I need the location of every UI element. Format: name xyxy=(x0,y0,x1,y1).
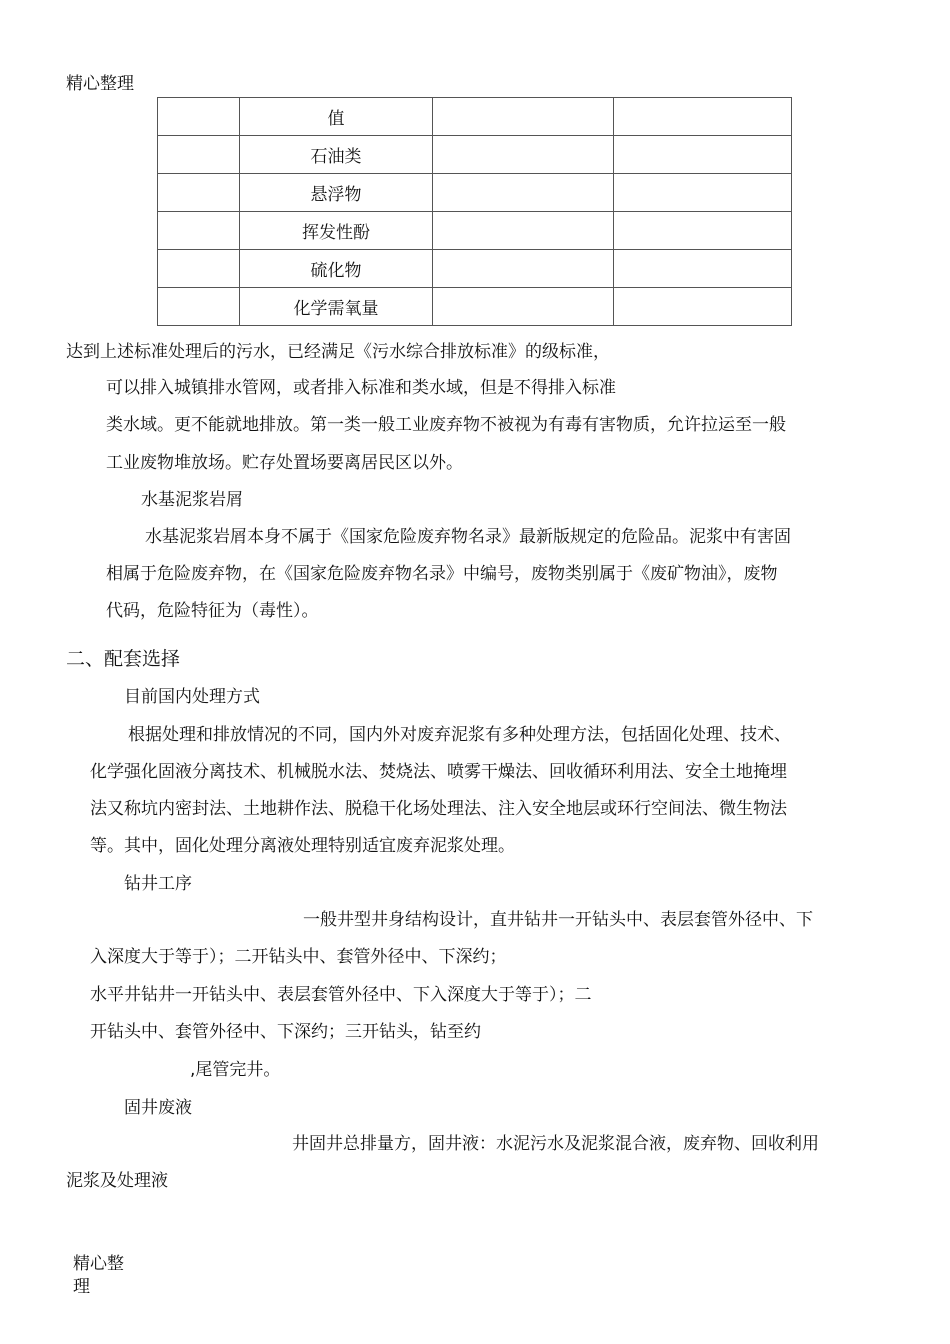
table-row xyxy=(158,212,792,250)
table-cell xyxy=(614,98,792,136)
table-cell xyxy=(433,288,614,326)
table-cell xyxy=(158,174,240,212)
subheading: 水基泥浆岩屑 xyxy=(141,490,243,510)
paragraph-line: 代码，危险特征为（毒性）。 xyxy=(106,601,319,621)
paragraph-line: 达到上述标准处理后的污水，已经满足《污水综合排放标准》的级标准， xyxy=(66,342,610,362)
page-footer-line: 精心整 xyxy=(73,1254,124,1274)
table-cell xyxy=(158,250,240,288)
table-row xyxy=(158,288,792,326)
paragraph-line: 入深度大于等于）；二开钻头中、套管外径中、下深约； xyxy=(90,947,507,967)
table-cell: 石油类 xyxy=(240,136,433,174)
table-cell: 化学需氧量 xyxy=(240,288,433,326)
page-header: 精心整理 xyxy=(66,74,134,94)
table-cell xyxy=(433,174,614,212)
table-row xyxy=(158,250,792,288)
table-cell xyxy=(614,136,792,174)
paragraph-line: 化学强化固液分离技术、机械脱水法、焚烧法、喷雾干燥法、回收循环利用法、安全土地掩埋 xyxy=(90,762,787,782)
table-cell: 悬浮物 xyxy=(240,174,433,212)
paragraph-line: 法又称坑内密封法、土地耕作法、脱稳干化场处理法、注入安全地层或环行空间法、微生物法 xyxy=(90,799,787,819)
paragraph-line: 等。其中，固化处理分离液处理特别适宜废弃泥浆处理。 xyxy=(90,836,515,856)
table-cell xyxy=(433,136,614,174)
table-cell xyxy=(614,212,792,250)
table-cell xyxy=(158,212,240,250)
paragraph-line: 开钻头中、套管外径中、下深约；三开钻头，钻至约 xyxy=(90,1022,481,1042)
table-cell: 值 xyxy=(240,98,433,136)
table-cell xyxy=(614,250,792,288)
table-row xyxy=(158,174,792,212)
paragraph-line: 相属于危险废弃物，在《国家危险废弃物名录》中编号，废物类别属于《废矿物油》，废物 xyxy=(106,564,778,584)
paragraph-line: 井固井总排量方，固井液：水泥污水及泥浆混合液，废弃物、回收利用 xyxy=(292,1134,819,1154)
table-cell xyxy=(158,288,240,326)
table-cell xyxy=(158,98,240,136)
standards-table xyxy=(157,97,792,326)
paragraph-line: ,尾管完井。 xyxy=(190,1060,281,1080)
table-cell: 挥发性酚 xyxy=(240,212,433,250)
paragraph-line: 可以排入城镇排水管网，或者排入标准和类水域，但是不得排入标准 xyxy=(106,378,616,398)
paragraph-line: 根据处理和排放情况的不同，国内外对废弃泥浆有多种处理方法，包括固化处理、技术、 xyxy=(128,725,791,745)
table-cell xyxy=(614,174,792,212)
paragraph-line: 一般井型井身结构设计，直井钻井一开钻头中、表层套管外径中、下 xyxy=(303,910,813,930)
page-footer-line: 理 xyxy=(73,1277,90,1297)
paragraph-line: 泥浆及处理液 xyxy=(66,1171,168,1191)
paragraph-line: 水平井钻井一开钻头中、表层套管外径中、下入深度大于等于）；二 xyxy=(90,985,592,1005)
table-cell: 硫化物 xyxy=(240,250,433,288)
paragraph-line: 水基泥浆岩屑本身不属于《国家危险废弃物名录》最新版规定的危险品。泥浆中有害固 xyxy=(145,527,791,547)
table-cell xyxy=(433,250,614,288)
table-row xyxy=(158,136,792,174)
section-heading: 二、配套选择 xyxy=(66,648,181,670)
paragraph-line: 工业废物堆放场。贮存处置场要离居民区以外。 xyxy=(106,453,463,473)
table-cell xyxy=(433,212,614,250)
table-cell xyxy=(614,288,792,326)
table-cell xyxy=(158,136,240,174)
subheading: 固井废液 xyxy=(124,1098,192,1118)
table-cell xyxy=(433,98,614,136)
subheading: 钻井工序 xyxy=(124,874,192,894)
table-row xyxy=(158,98,792,136)
paragraph-line: 类水域。更不能就地排放。第一类一般工业废弃物不被视为有毒有害物质，允许拉运至一般 xyxy=(106,415,786,435)
subheading: 目前国内处理方式 xyxy=(124,687,260,707)
